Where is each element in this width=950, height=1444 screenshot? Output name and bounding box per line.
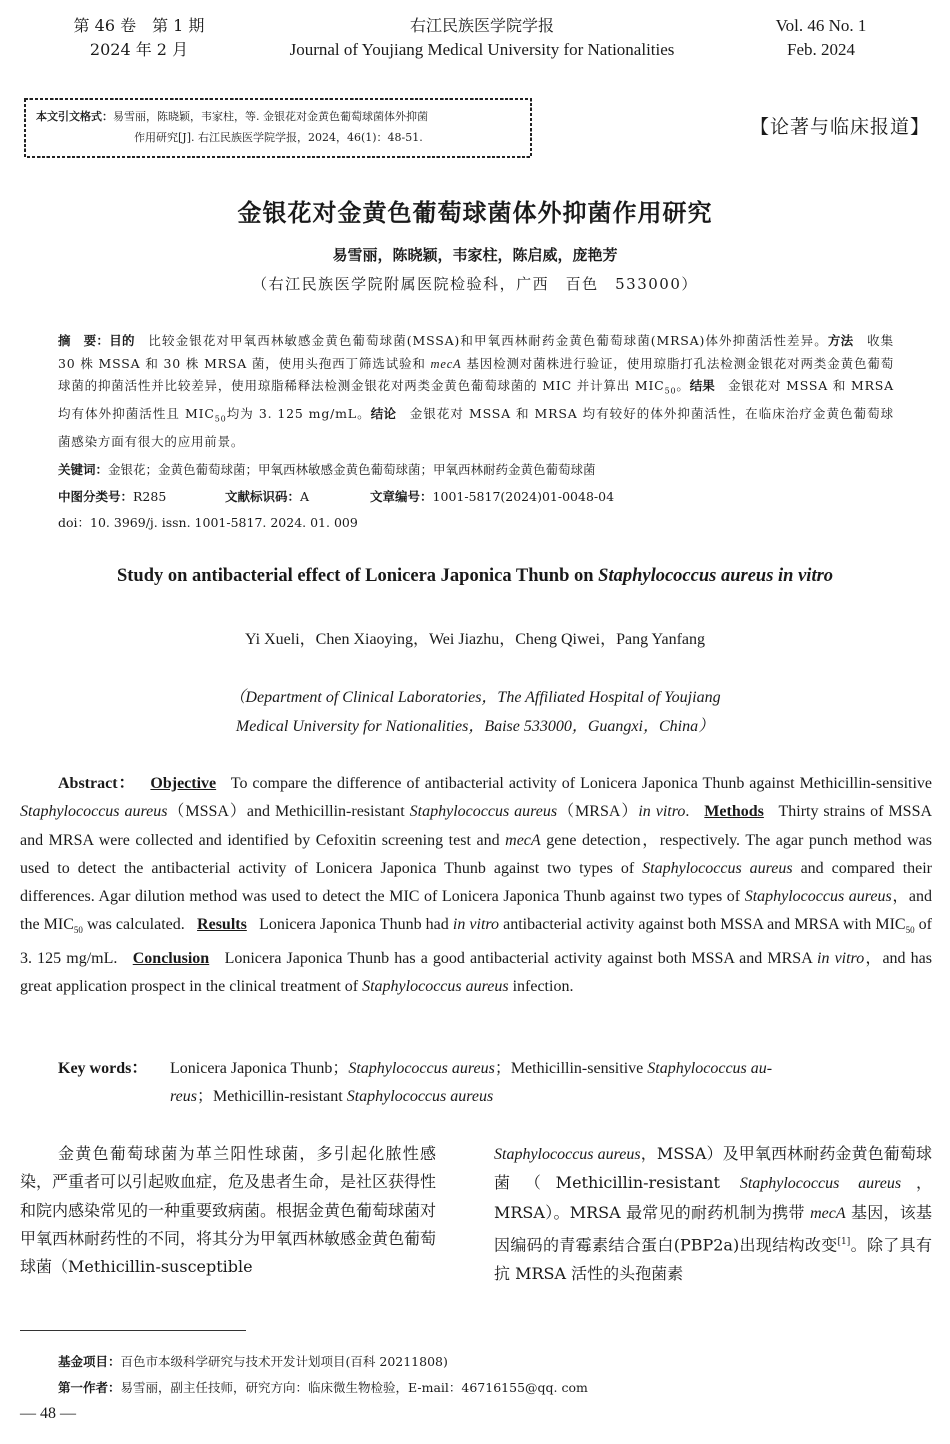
results-en-a: Lonicera Japonica Thunb had [259, 916, 453, 934]
page-number: — 48 — [20, 1405, 76, 1422]
body-right-b: ，MRSA）。MRSA 最常见的耐药机制为携带 [494, 1173, 932, 1222]
objective-cn-label: 目的 [109, 333, 135, 348]
keywords-en-sa3: Staphylococcus aureus [346, 1088, 494, 1106]
results-en-c: of 3. 125 mg/mL. [20, 916, 933, 967]
objective-en-a: To compare the difference of antibacterial activity of Lonicera Japonica Thunb against Methicillin-sensitive [230, 775, 933, 792]
keywords-en [58, 1055, 934, 1112]
citation-line-2: 作用研究[J]. 右江民族医学院学报，2024，46(1)：48-51. [134, 131, 423, 144]
methods-en-sub: 50 [73, 925, 83, 936]
conclusion-en-c: infection. [508, 978, 574, 996]
conclusion-en-sa5: Staphylococcus aureus [362, 978, 509, 996]
abstract-cn-label: 摘 要： [58, 333, 110, 348]
fund-label: 基金项目： [58, 1354, 121, 1369]
methods-en-c: and compared their differences. Agar dilution method was used to detect the MIC of Lonicera Japonica Thunb against two types of [20, 859, 933, 906]
abstract-en-label: Abstract： [58, 775, 136, 792]
affiliation-en-line-2: Medical University for Nationalities，Baise 533000，Guangxi，China） [235, 718, 715, 735]
header-left [66, 14, 212, 62]
objective-en-invitro: in vitro [638, 803, 686, 821]
methods-en-label: Methods [704, 803, 764, 821]
results-en-sub: 50 [905, 925, 915, 936]
volume-en: Vol. 46 No. 1 [775, 16, 867, 35]
body-right-sa1: Staphylococcus aureus [494, 1146, 641, 1163]
objective-en-c: （MRSA） [557, 803, 639, 821]
affiliation-cn: （右江民族医学院附属医院检验科，广西 百色 533000） [252, 275, 698, 293]
results-cn-label: 结果 [689, 378, 715, 393]
doc-code-value: A [300, 489, 310, 504]
methods-cn-gene: mecA [430, 356, 462, 371]
first-author-label: 第一作者： [58, 1380, 121, 1395]
keywords-cn [58, 459, 596, 481]
conclusion-en-invitro: in vitro [817, 949, 865, 967]
methods-en-e: was calculated. [82, 916, 185, 934]
first-author-value: 易雪丽，副主任技师，研究方向：临床微生物检验，E-mail：46716155@qq. com [120, 1380, 588, 1395]
date-cn: 2024 年 2 月 [89, 40, 189, 59]
authors-en: Yi Xueli，Chen Xiaoying，Wei Jiazhu，Cheng Qiwei，Pang Yanfang [245, 631, 705, 648]
classification-line [58, 486, 614, 508]
clc-value: R285 [133, 489, 167, 504]
conclusion-cn-label: 结论 [370, 406, 397, 421]
body-left-column: 金黄色葡萄球菌为革兰阳性球菌，多引起化脓性感染，严重者可以引起败血症，危及患者生命，是社区获得性和院内感染常见的一种重要致病菌。根据金黄色葡萄球菌对甲氧西林耐药性的不同，将其分为甲氧西林敏感金黄色葡萄球菌（Methicillin-susceptible [20, 1144, 437, 1277]
citation-line-1: 易雪丽，陈晓颖，韦家柱，等. 金银花对金黄色葡萄球菌体外抑菌 [113, 110, 428, 123]
results-cn-a: 金银花对 MSSA 和 MRSA 均有体外抑菌活性且 MIC [58, 378, 894, 421]
conclusion-en-b: ，and has great application prospect in the clinical treatment of [20, 949, 933, 996]
methods-cn-a: 收集 30 株 MSSA 和 30 株 MRSA 菌，使用头孢西丁筛选试验和 [58, 333, 894, 371]
keywords-cn-label: 关键词： [58, 462, 109, 477]
objective-en-sa2: Staphylococcus aureus [409, 803, 558, 821]
conclusion-en-label: Conclusion [132, 949, 210, 967]
footnote-author [58, 1378, 588, 1398]
objective-cn: 比较金银花对甲氧西林敏感金黄色葡萄球菌(MSSA)和甲氧西林耐药金黄色葡萄球菌(MRSA)体外抑菌活性差异。 [148, 333, 828, 348]
title-en-b: Staphylococcus aureus in vitro [598, 566, 834, 586]
keywords-en-sa1: Staphylococcus aureus [348, 1060, 495, 1077]
results-en-b: antibacterial activity against both MSSA and MRSA with MIC [499, 916, 906, 934]
results-cn-sub: 50 [214, 414, 227, 424]
title-en [0, 566, 950, 587]
methods-en-d: ，and the MIC [20, 888, 933, 934]
date-en: Feb. 2024 [787, 40, 855, 59]
clc-label: 中图分类号： [58, 489, 134, 504]
affiliation-en-line-1: （Department of Clinical Laboratories，The Affiliated Hospital of Youjiang [229, 689, 721, 706]
keywords-en-label: Key words： [58, 1060, 148, 1077]
methods-en-a: Thirty strains of MSSA and MRSA were collected and identified by Cefoxitin screening test and [20, 803, 933, 849]
journal-title-cn: 右江民族医学院学报 [409, 16, 554, 35]
body-right-c: 基因，该基因编码的青霉素结合蛋白(PBP2a)出现结构改变 [494, 1202, 932, 1255]
affiliation-en [0, 683, 950, 741]
journal-title-en: Journal of Youjiang Medical University for Nationalities [289, 40, 675, 59]
objective-en-d: . [685, 803, 690, 821]
objective-en-label: Objective [150, 775, 217, 792]
doi: doi：10. 3969/j. issn. 1001-5817. 2024. 01. 009 [58, 515, 358, 530]
objective-en-sa1: Staphylococcus aureus [20, 803, 168, 821]
keywords-en-b: ；Methicillin-sensitive [494, 1060, 648, 1077]
doc-code-label: 文献标识码： [225, 489, 301, 504]
header-right [756, 14, 886, 62]
results-en-label: Results [197, 916, 247, 934]
citation-label: 本文引文格式： [36, 110, 113, 123]
conclusion-en-a: Lonicera Japonica Thunb has a good antibacterial activity against both MSSA and MRSA [224, 949, 817, 967]
body-right-d: 。除了具有抗 MRSA 活性的头孢菌素 [494, 1235, 932, 1283]
methods-en-b: gene detection，respectively. The agar punch method was used to detect the antibacterial activity of Lonicera Japonica Thunb against two types of [20, 831, 932, 877]
body-right-sa2: Staphylococcus aureus [739, 1175, 902, 1193]
body-right-column [494, 1140, 932, 1288]
methods-en-gene: mecA [505, 831, 541, 849]
objective-en-b: （MSSA）and Methicillin-resistant [167, 803, 410, 821]
body-right-gene: mecA [810, 1204, 846, 1222]
abstract-cn [58, 330, 894, 454]
citation-text [36, 106, 526, 148]
authors-cn: 易雪丽，陈晓颖，韦家柱，陈启威，庞艳芳 [332, 246, 618, 264]
title-en-a: Study on antibacterial effect of Lonicera Japonica Thunb on [116, 566, 599, 586]
methods-cn-c: 。 [676, 378, 690, 393]
keywords-en-a: Lonicera Japonica Thunb； [170, 1060, 349, 1077]
header-center [232, 14, 732, 62]
keywords-en-sa2b: reus [170, 1088, 197, 1106]
footnote-fund [58, 1352, 448, 1372]
methods-cn-sub: 50 [664, 386, 677, 396]
keywords-en-c: ；Methicillin-resistant [196, 1088, 347, 1106]
methods-cn-b: 基因检测对菌株进行验证，使用琼脂打孔法检测金银花对两类金黄色葡萄球菌的抑菌活性并比较差异，使用琼脂稀释法检测金银花对两类金黄色葡萄球菌的 MIC 并计算出 MIC [58, 355, 894, 393]
methods-en-sa4: Staphylococcus aureus [744, 888, 892, 906]
conclusion-cn: 金银花对 MSSA 和 MRSA 均有较好的体外抑菌活性，在临床治疗金黄色葡萄球菌感染方面有很大的应用前景。 [58, 406, 894, 449]
keywords-en-sa2a: Staphylococcus au- [647, 1060, 773, 1077]
article-no-label: 文章编号： [370, 489, 433, 504]
keywords-en-line-2 [58, 1083, 934, 1111]
abstract-en [20, 770, 932, 1002]
title-cn: 金银花对金黄色葡萄球菌体外抑菌作用研究 [237, 199, 713, 227]
fund-value: 百色市本级科学研究与技术开发计划项目(百科 20211808) [120, 1354, 448, 1369]
methods-en-sa3: Staphylococcus aureus [642, 859, 793, 877]
citation-box [22, 96, 532, 158]
keywords-cn-value: 金银花；金黄色葡萄球菌；甲氧西林敏感金黄色葡萄球菌；甲氧西林耐药金黄色葡萄球菌 [108, 462, 596, 477]
volume-issue: 第 46 卷 第 1 期 [73, 16, 205, 35]
methods-cn-label: 方法 [827, 333, 854, 348]
article-no-value: 1001-5817(2024)01-0048-04 [432, 489, 615, 504]
column-tag: 【论著与临床报道】 [749, 116, 930, 138]
footnote-rule [20, 1330, 246, 1331]
reference-marker[interactable]: [1] [837, 1236, 851, 1247]
results-cn-b: 均为 3. 125 mg/mL。 [226, 406, 371, 421]
results-en-invitro: in vitro [452, 916, 500, 934]
body-right-a: ，MSSA）及甲氧西林耐药金黄色葡萄球菌（Methicillin-resistant [494, 1144, 932, 1193]
